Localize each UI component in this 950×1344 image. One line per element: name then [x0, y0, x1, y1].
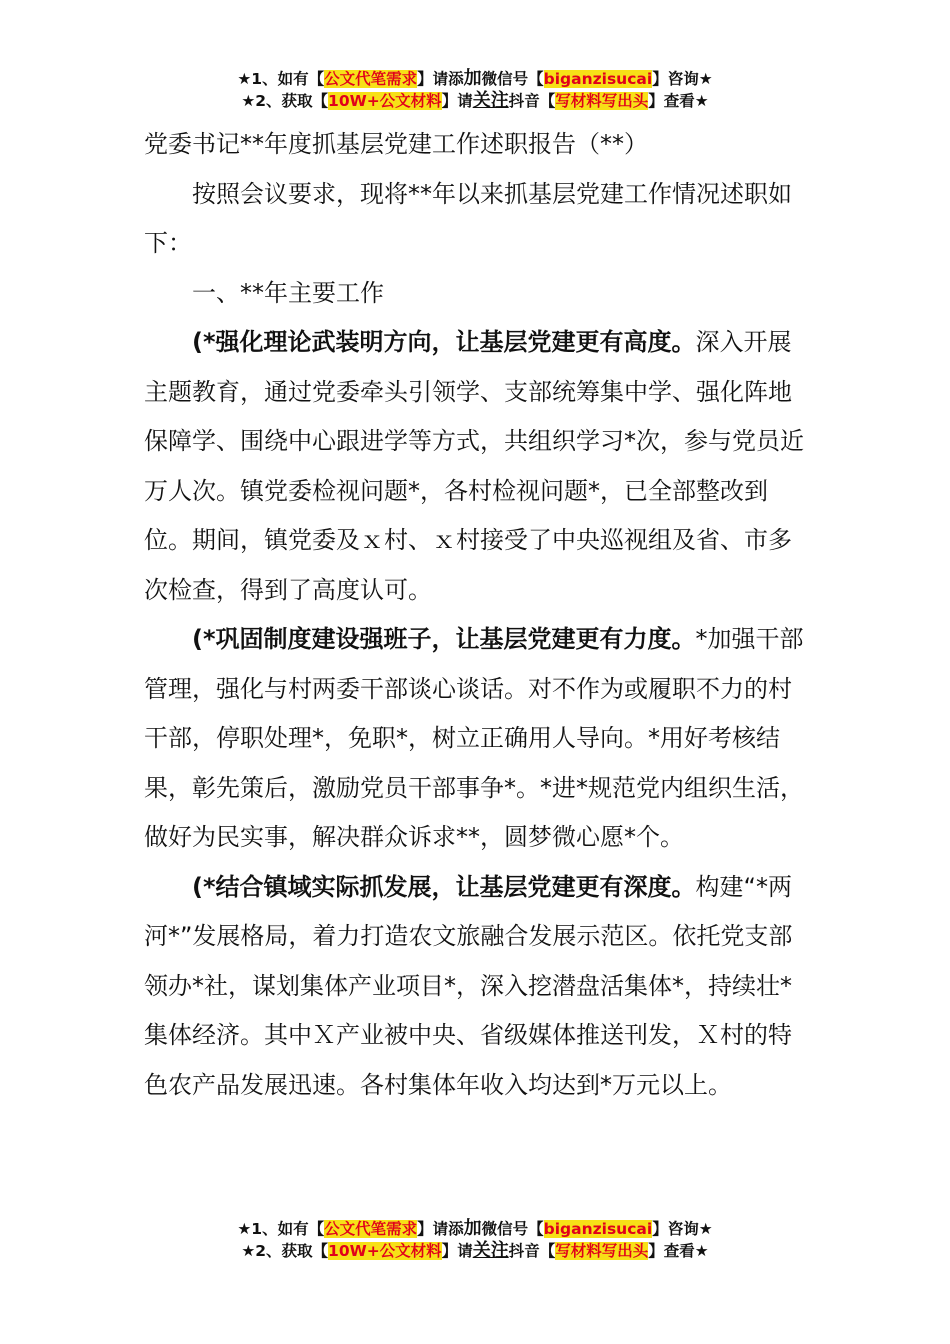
work-item-lead: (*巩固制度建设强班子，让基层党建更有力度。 [192, 625, 696, 653]
banner-text: 微信号【 [481, 70, 544, 88]
banner-text: 】请添 [417, 1220, 464, 1238]
document-title: 党委书记**年度抓基层党建工作述职报告（**） [144, 130, 648, 158]
work-item-lead: (*结合镇域实际抓发展，让基层党建更有深度。 [192, 872, 696, 901]
banner-line-2 [0, 90, 950, 112]
work-item-body: *加强干部管理，强化与村两委干部谈心谈话。对不作为或履职不力的村干部，停职处理*，免职*，树立正确用人导向。*用好考核结果，彰先策后，激励党员干部事争*。*进*规范党内组织生活，做好为民实事，解决群众诉求**，圆梦微心愿*个。 [144, 625, 804, 851]
work-item-lead: (*强化理论武装明方向，让基层党建更有高度。 [192, 328, 696, 356]
banner-text: 】请 [441, 92, 473, 110]
banner-line-1 [0, 68, 950, 90]
section-heading: 一、**年主要工作 [192, 278, 384, 307]
banner-highlight: 10W+公文材料 [328, 92, 442, 110]
banner-text: ★1、如有【 [237, 1220, 325, 1238]
banner-text: ★1、如有【 [237, 70, 325, 88]
banner-text: 】请 [441, 1242, 473, 1260]
bottom-banner [0, 1218, 950, 1262]
banner-line-2 [0, 1240, 950, 1262]
banner-text: 】请添 [417, 70, 464, 88]
banner-highlight: 公文代笔需求 [324, 1220, 418, 1238]
work-item-2 [144, 615, 808, 863]
banner-text: 抖音【 [508, 92, 556, 110]
banner-highlight: biganzisucai [543, 70, 653, 88]
work-item-body: 深入开展主题教育，通过党委牵头引领学、支部统筹集中学、强化阵地保障学、围绕中心跟进学等方式，共组织学习*次，参与党员近万人次。镇党委检视问题*，各村检视问题*，已全部整改到位。期间，镇党委及ｘ村、ｘ村接受了中央巡视组及省、市多次检查，得到了高度认可。 [144, 328, 804, 604]
banner-emphasis: 加 [463, 68, 482, 89]
top-banner [0, 68, 950, 112]
work-item-body: 构建“*两河*”发展格局，着力打造农文旅融合发展示范区。依托党支部领办*社，谋划集体产业项目*，深入挖潜盘活集体*，持续壮*集体经济。其中Ｘ产业被中央、省级媒体推送刊发，Ｘ村的特色农产品发展迅速。各村集体年收入均达到*万元以上。 [144, 872, 793, 1099]
banner-emphasis: 加 [463, 1218, 482, 1239]
intro-paragraph: 按照会议要求，现将**年以来抓基层党建工作情况述职如下： [144, 179, 792, 257]
banner-text: 微信号【 [481, 1220, 544, 1238]
banner-line-1 [0, 1218, 950, 1240]
banner-text: ★2、获取【 [241, 92, 329, 110]
banner-highlight: 公文代笔需求 [324, 70, 418, 88]
banner-text: 】咨询★ [652, 70, 713, 88]
banner-highlight: 写材料写出头 [555, 1242, 649, 1260]
banner-emphasis: 关注 [472, 1240, 509, 1261]
banner-highlight: 写材料写出头 [555, 92, 649, 110]
banner-highlight: 10W+公文材料 [328, 1242, 442, 1260]
banner-text: ★2、获取【 [241, 1242, 329, 1260]
banner-emphasis: 关注 [472, 90, 509, 111]
banner-text: 抖音【 [508, 1242, 556, 1260]
banner-text: 】查看★ [648, 1242, 709, 1260]
banner-text: 】查看★ [648, 92, 709, 110]
banner-highlight: biganzisucai [543, 1220, 653, 1238]
document-body [144, 120, 808, 1110]
work-item-3 [144, 863, 808, 1111]
banner-text: 】咨询★ [652, 1220, 713, 1238]
work-item-1 [144, 318, 808, 615]
